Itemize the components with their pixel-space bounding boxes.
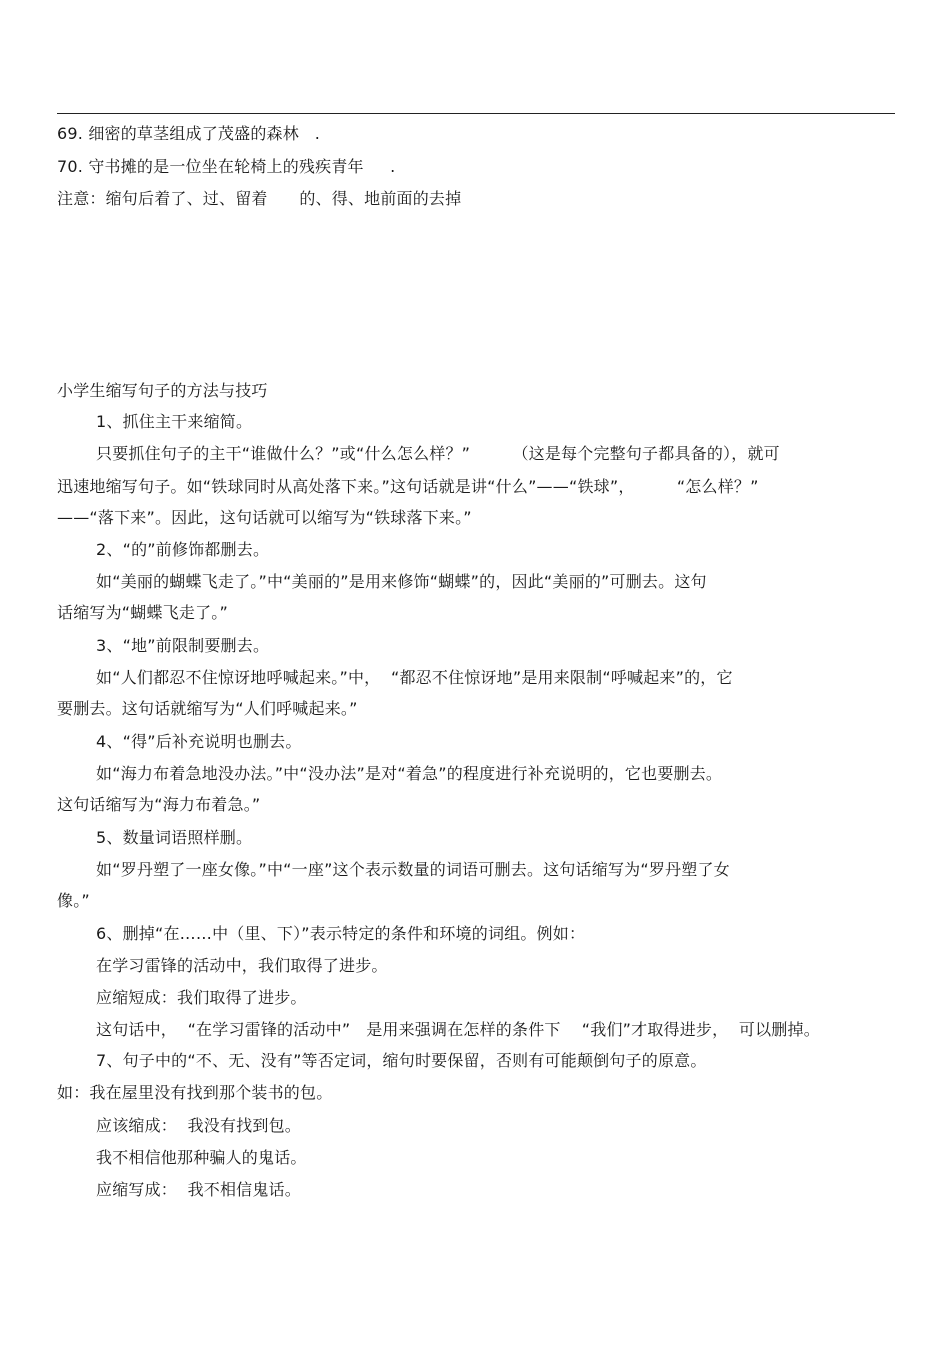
section-6-explanation: 这句话中， “在学习雷锋的活动中” 是用来强调在怎样的条件下 “我们”才取得进步， 可以删掉。 (96, 1020, 820, 1039)
section-7-example: 如：我在屋里没有找到那个装书的包。 (57, 1083, 333, 1102)
exercise-note: 注意：缩句后着了、过、留着 的、得、地前面的去掉 (57, 189, 462, 208)
section-2-paragraph-line: 如“美丽的蝴蝶飞走了。”中“美丽的”是用来修饰“蝴蝶”的，因此“美丽的”可删去。这句 (96, 572, 707, 591)
section-2-paragraph-line: 话缩写为“蝴蝶飞走了。” (57, 603, 228, 622)
section-1-paragraph-line: 迅速地缩写句子。如“铁球同时从高处落下来。”这句话就是讲“什么”——“铁球”， “怎么样？” (57, 477, 759, 496)
section-1-paragraph-line: ——“落下来”。因此，这句话就可以缩写为“铁球落下来。” (57, 508, 472, 527)
exercise-70: 70. 守书摊的是一位坐在轮椅上的残疾青年 . (57, 157, 396, 176)
section-4-paragraph-line: 这句话缩写为“海力布着急。” (57, 795, 261, 814)
section-7-heading: 7、句子中的“不、无、没有”等否定词，缩句时要保留，否则有可能颠倒句子的原意。 (96, 1051, 707, 1070)
section-1-heading: 1、抓住主干来缩简。 (96, 412, 253, 431)
section-3-paragraph-line: 如“人们都忍不住惊讶地呼喊起来。”中， “都忍不住惊讶地”是用来限制“呼喊起来”的，它 (96, 668, 733, 687)
section-4-heading: 4、“得”后补充说明也删去。 (96, 732, 302, 751)
section-7-answer: 应缩写成： 我不相信鬼话。 (96, 1180, 301, 1199)
section-6-example: 在学习雷锋的活动中，我们取得了进步。 (96, 956, 388, 975)
section-6-heading: 6、删掉“在……中（里、下）”表示特定的条件和环境的词组。例如： (96, 924, 586, 943)
section-7-example: 我不相信他那种骗人的鬼话。 (96, 1148, 307, 1167)
section-7-answer: 应该缩成： 我没有找到包。 (96, 1116, 301, 1135)
section-5-paragraph-line: 如“罗丹塑了一座女像。”中“一座”这个表示数量的词语可删去。这句话缩写为“罗丹塑了女 (96, 860, 730, 879)
section-3-heading: 3、“地”前限制要删去。 (96, 636, 270, 655)
section-2-heading: 2、“的”前修饰都删去。 (96, 540, 270, 559)
section-5-heading: 5、数量词语照样删。 (96, 828, 253, 847)
exercise-69: 69. 细密的草茎组成了茂盛的森林 . (57, 124, 321, 143)
section-3-paragraph-line: 要删去。这句话就缩写为“人们呼喊起来。” (57, 699, 358, 718)
section-1-paragraph-line: 只要抓住句子的主干“谁做什么？”或“什么怎么样？” （这是每个完整句子都具备的），就可 (96, 444, 780, 463)
article-title: 小学生缩写句子的方法与技巧 (57, 381, 268, 400)
header-rule (57, 113, 895, 114)
section-6-answer: 应缩短成：我们取得了进步。 (96, 988, 307, 1007)
section-4-paragraph-line: 如“海力布着急地没办法。”中“没办法”是对“着急”的程度进行补充说明的，它也要删去。 (96, 764, 723, 783)
section-5-paragraph-line: 像。” (57, 891, 90, 910)
